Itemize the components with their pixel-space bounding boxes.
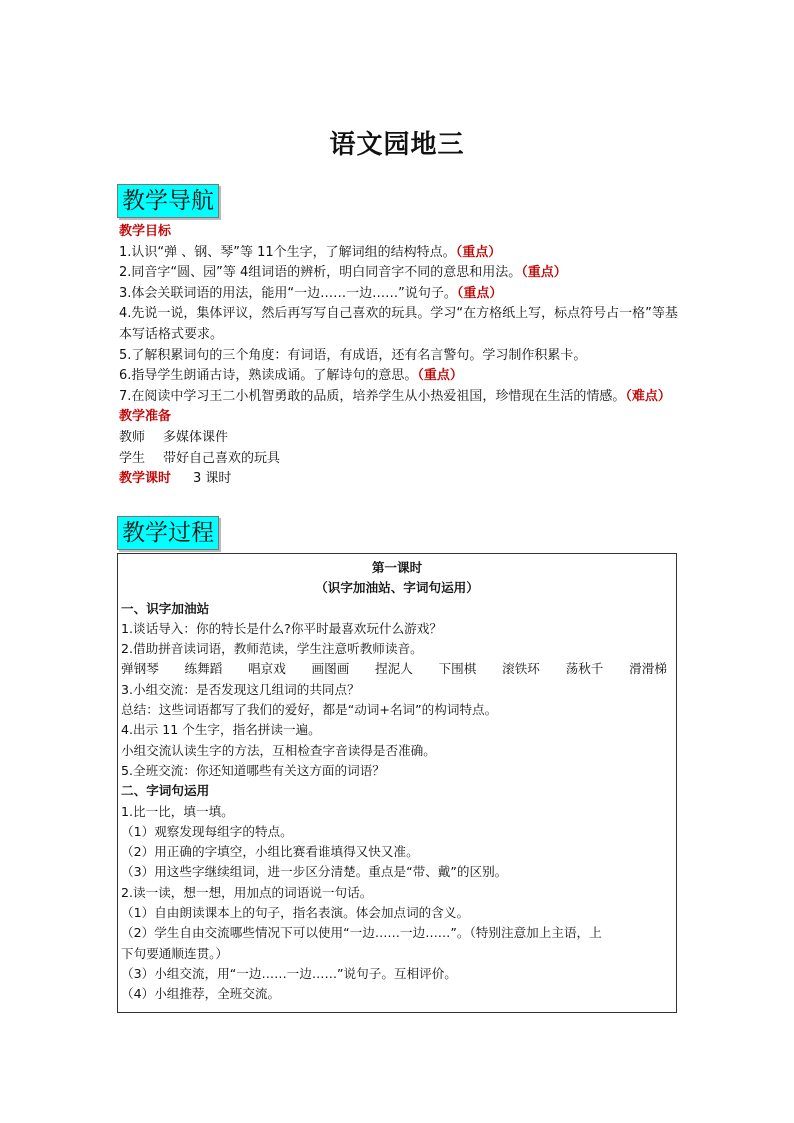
lesson-line: （1）自由朗读课本上的句子，指名表演。体会加点词的含义。: [121, 905, 470, 921]
lesson-line: （2）用正确的字填空，小组比赛看谁填得又快又准。: [121, 844, 419, 860]
prep-teacher: 教师 多媒体课件: [119, 429, 229, 445]
word-item: 捏泥人: [375, 661, 413, 677]
word-item: 滑滑梯: [629, 661, 667, 677]
lesson-line: 小组交流认读生字的方法，互相检查字音读得是否准确。: [121, 742, 436, 758]
word-item: 荡秋千: [565, 661, 604, 677]
word-item: 唱京戏: [248, 661, 286, 677]
goal-item: 7.在阅读中学习王二小机智勇敢的品质，培养学生从小热爱祖国，珍惜现在生活的情感。（难点）: [119, 388, 671, 404]
lesson-line: 1.比一比，填一填。: [121, 803, 234, 819]
word-item: 画图画: [311, 661, 350, 677]
word-item: 弹钢琴: [121, 661, 159, 677]
prep-hours: 教学课时 3 课时: [119, 471, 232, 487]
prep-student: 学生 带好自己喜欢的玩具: [119, 450, 281, 466]
goal-item: 3.体会关联词语的用法，能用“一边……一边……”说句子。（重点）: [119, 285, 503, 301]
lesson-line: （1）观察发现每组字的特点。: [121, 823, 293, 839]
goal-item: 6.指导学生朗诵古诗，熟读成诵。了解诗句的意思。（重点）: [119, 368, 463, 384]
lesson-line: （2）学生自由交流哪些情况下可以使用“一边……一边……”。（特别注意加上主语，上: [121, 925, 602, 941]
goals-heading: 教学目标: [119, 224, 172, 239]
prep-heading: 教学准备: [119, 409, 172, 425]
lesson-line: 5.全班交流：你还知道哪些有关这方面的词语？: [121, 762, 385, 778]
section-tag-process: 教学过程: [117, 516, 219, 550]
word-list: [121, 659, 673, 679]
goals-section: [119, 222, 679, 490]
word-item: 滚铁环: [502, 661, 540, 677]
lesson-line: 下句要通顺连贯。）: [121, 945, 229, 961]
goal-item: 2.同音字“圆、园”等 4组词语的辨析，明白同音字不同的意思和用法。（重点）: [119, 265, 567, 281]
lesson-line: 2.读一读，想一想，用加点的词语说一句话。: [121, 884, 373, 900]
lesson-line: 1.谈话导入：你的特长是什么?你平时最喜欢玩什么游戏？: [121, 620, 442, 636]
word-item: 下围棋: [438, 661, 477, 677]
goal-item: 5.了解积累词句的三个角度：有词语，有成语，还有名言警句。学习制作积累卡。: [119, 347, 587, 363]
lesson-table: [117, 553, 677, 1013]
lesson-line: 2.借助拼音读词语，教师范读，学生注意听教师读音。: [121, 641, 423, 657]
lesson-line: （3）小组交流，用“一边……一边……”说句子。互相评价。: [121, 965, 457, 981]
lesson-line: （4）小组推荐，全班交流。: [121, 986, 281, 1002]
lesson-line: （3）用这些字继续组词，进一步区分清楚。重点是“带、戴”的区别。: [121, 864, 508, 880]
lesson-subtitle: （识字加油站、字词句运用）: [315, 580, 479, 596]
lesson-line: 总结：这些词语都写了我们的爱好，都是“动词+名词”的构词特点。: [121, 702, 498, 718]
part1-heading: 一、识字加油站: [121, 600, 210, 616]
word-item: 练舞蹈: [184, 661, 223, 677]
part2-heading: 二、字词句运用: [121, 783, 210, 799]
lesson-title: 第一课时: [371, 560, 423, 575]
lesson-line: 4.出示 11 个生字，指名拼读一遍。: [121, 722, 321, 738]
page-title: 语文园地三: [329, 130, 465, 160]
section-tag-navigation: 教学导航: [117, 184, 219, 218]
goal-item: 1.认识“弹 、钢、琴”等 11个生字，了解词组的结构特点。（重点）: [119, 244, 502, 260]
goal-item: 4.先说一说，集体评议，然后再写写自己喜欢的玩具。学习“在方格纸上写，标点符号占一格”等基本写话格式要求。: [119, 306, 678, 342]
lesson-line: 3.小组交流：是否发现这几组词的共同点？: [121, 681, 360, 697]
